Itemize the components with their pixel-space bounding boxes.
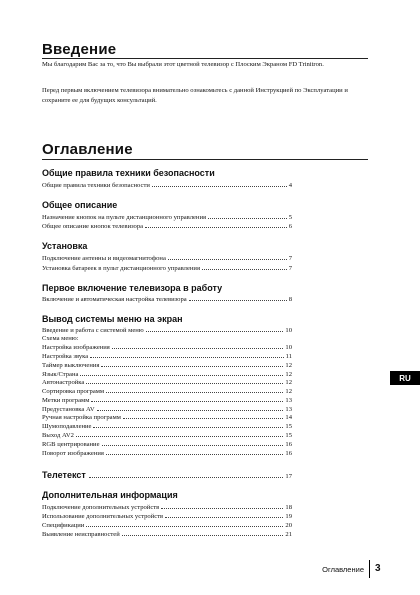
toc-entry[interactable] [42,222,292,232]
page-number: 3 [375,563,381,574]
toc-entry-text: Ручная настройка программ [42,414,121,421]
footer-divider [369,560,370,578]
toc-entry-text: Таймер выключения [42,362,100,369]
intro-paragraph-1: Мы благодарим Вас за то, что Вы выбрали этот цветной телевизор с Плоским Экраном FD Trinitron. [42,61,324,68]
toc-entry[interactable] [42,264,292,274]
toc-entry-page: 4 [288,182,292,189]
toc-entry-page: 16 [285,450,292,457]
toc-entry-page: 13 [285,406,292,413]
toc-entry-page: 13 [285,397,292,404]
toc-entry-text: Автонастройка [42,379,85,386]
toc-teletext-entry[interactable] [42,470,292,482]
toc-entry-text: Общие правила техники безопасности [42,182,150,189]
toc-entry-text: Общее описание кнопок телевизора [42,223,144,230]
toc-heading-menu-system: Вывод системы меню на экран [42,314,183,324]
toc-title: Оглавление [42,141,133,158]
footer-section-label: Оглавление [322,565,364,574]
toc-entry-page: 10 [285,327,292,334]
toc-entry[interactable] [42,449,292,459]
intro-paragraph-2: Перед первым включением телевизора внимательно ознакомьтесь с данной Инструкцией по Эксплуатации и сохраните ее для будущих консультаций. [42,87,348,104]
toc-entry-text: Язык/Страна [42,371,79,378]
toc-entry-text: Выход AV2 [42,432,74,439]
toc-rule [42,159,368,160]
toc-entry-text: Сортировка программ [42,388,105,395]
toc-entry-text: Шумоподавление [42,423,92,430]
toc-heading-teletext: Телетекст [42,470,86,480]
toc-entry-page: 15 [285,432,292,439]
toc-entry-page: 11 [285,353,292,360]
toc-heading-installation: Установка [42,241,88,251]
toc-entry-page: 10 [285,344,292,351]
toc-entry-page: 5 [288,214,292,221]
toc-entry-page: 7 [288,255,292,262]
language-tab: RU [390,371,420,385]
toc-heading-first-power-on: Первое включение телевизора в работу [42,283,223,293]
toc-entry[interactable] [42,254,292,264]
toc-entry-text: Настройка изображения [42,344,110,351]
toc-entry-page: 14 [285,414,292,421]
toc-entry-page: 7 [288,265,292,272]
toc-entry-text: Использование дополнительных устройств [42,513,164,520]
toc-entry-page: 21 [285,531,292,538]
toc-entry-page: 8 [288,296,292,303]
toc-heading-overview: Общее описание [42,200,118,210]
toc-heading-additional-info: Дополнительная информация [42,490,178,500]
toc-entry-text: Включение и автоматическая настройка телевизора [42,296,187,303]
toc-entry-text: Выявление неисправностей [42,531,120,538]
intro-rule [42,58,368,59]
toc-entry-page: 19 [285,513,292,520]
toc-entry-page: 12 [285,388,292,395]
toc-entry-page: 6 [288,223,292,230]
intro-title: Введение [42,41,117,58]
toc-entry-text: Поворот изображения [42,450,104,457]
toc-entry[interactable] [42,295,292,305]
toc-entry-page: 12 [285,371,292,378]
toc-entry-page: 18 [285,504,292,511]
toc-entry-text: Настройка звука [42,353,89,360]
toc-entry-text: RGB центрирование [42,441,100,448]
toc-entry-text: Подключение дополнительных устройств [42,504,160,511]
toc-entry[interactable] [42,181,292,191]
toc-entry-page: 15 [285,423,292,430]
toc-entry-page: 20 [285,522,292,529]
toc-entry-text: Спецификации [42,522,85,529]
toc-entry-page: 12 [285,362,292,369]
toc-entry-text: Подключение антенны и видеомагнитофона [42,255,166,262]
toc-entry-page: 12 [285,379,292,386]
toc-entry-text: Введение и работа с системой меню [42,327,144,334]
toc-entry-page: 16 [285,441,292,448]
toc-entry-page: 17 [285,473,292,480]
toc-entry[interactable] [42,530,292,540]
toc-entry-text: Назначение кнопок на пульте дистанционного управления [42,214,207,221]
toc-entry-text: Предустановка AV [42,406,95,413]
toc-heading-safety: Общие правила техники безопасности [42,168,215,178]
toc-entry-text: Установка батареек в пульт дистанционного управления [42,265,200,272]
toc-menu-scheme-label: Схема меню: [42,335,79,342]
toc-entry-text: Метки программ [42,397,90,404]
